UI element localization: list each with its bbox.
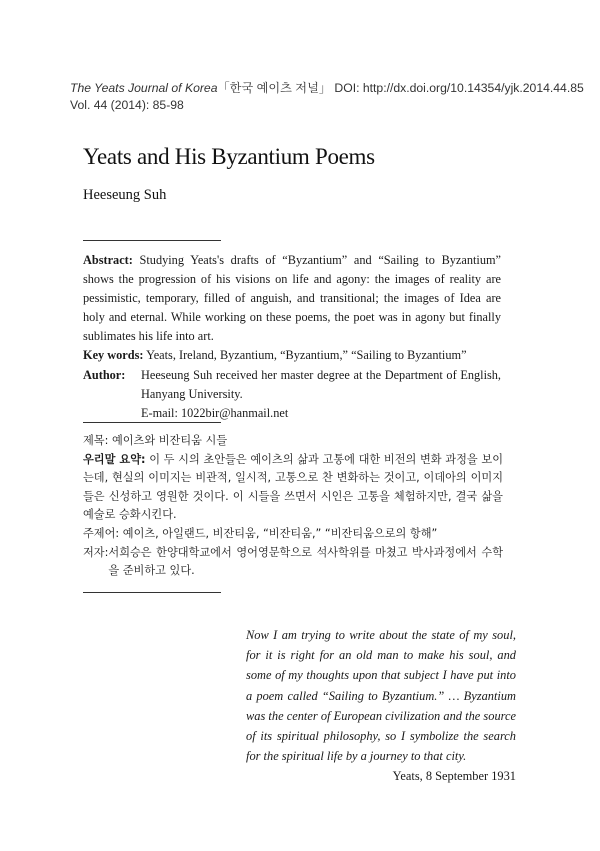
korean-keywords-line [83, 525, 503, 544]
korean-title-line [83, 432, 503, 451]
korean-author-line [83, 544, 503, 581]
volume-info: Vol. 44 (2014): 85-98 [70, 98, 184, 112]
doi-link[interactable]: DOI: http://dx.doi.org/10.14354/yjk.2014.44.85 [331, 81, 584, 95]
divider-bottom [83, 592, 221, 593]
author-info-value [141, 366, 501, 423]
korean-abstract-value: 이 두 시의 초안들은 예이츠의 삶과 고통에 대한 비전의 변화 과정을 보이는데, 현실의 이미지는 비관적, 일시적, 고통으로 찬 변화하는 것이고, 이데아의 이미지들은 신성하고 영원한 것이다. 이 시들을 쓰면서 시인은 고통을 체험하지만, 결국 삶을 예술로 승화시킨다. [83, 452, 503, 522]
journal-header [70, 80, 584, 114]
journal-citation-line [70, 80, 584, 97]
korean-author-value: 서희승은 한양대학교에서 영어영문학으로 석사학위를 마쳤고 박사과정에서 수학을 준비하고 있다. [108, 545, 503, 578]
abstract-text: Studying Yeats's drafts of “Byzantium” and “Sailing to Byzantium” shows the progression of his visions on life and agony: the images of reality are pessimistic, temporary, filled of anguish, and transitional; the images of Idea are holy and eternal. While working on these poems, the poet was in agony but finally sublimates his life into art. [83, 253, 501, 344]
korean-title-value: 예이츠와 비잔티움 시들 [108, 434, 228, 447]
page-title: Yeats and His Byzantium Poems [83, 144, 375, 169]
korean-keywords-value: 예이츠, 아일랜드, 비잔티움, “비잔티움,” “비잔티움으로의 항해” [119, 526, 438, 540]
journal-korean-name: 「한국 예이츠 저널」 [217, 81, 332, 95]
abstract-label: Abstract: [83, 253, 133, 267]
divider-middle [83, 422, 221, 423]
author-info [83, 366, 501, 423]
korean-title-label: 제목: [83, 434, 109, 447]
keywords-paragraph [83, 346, 501, 365]
epigraph-attribution: Yeats, 8 September 1931 [392, 769, 516, 784]
abstract-paragraph [83, 251, 501, 346]
epigraph-quote: Now I am trying to write about the state of my soul, for it is right for an old man to make his soul, and some of my thoughts upon that subject I have put into a poem called “Sailing to Byzantium.” … Byzantium was the center of European civilization and the source of its spiritual philosophy, so I symbolize the search for the spiritual life by a journey to that city. [246, 628, 516, 764]
korean-author-label: 저자: [83, 545, 109, 559]
author-info-label: Author: [83, 367, 126, 382]
korean-section [83, 432, 503, 581]
journal-name: The Yeats Journal of Korea [70, 81, 218, 95]
epigraph [246, 625, 516, 787]
divider-top [83, 240, 221, 241]
korean-abstract [83, 451, 503, 525]
author-info-text: Heeseung Suh received her master degree at the Department of English, Hanyang University. [141, 367, 501, 401]
korean-keywords-label: 주제어: [83, 526, 120, 540]
abstract-section [83, 251, 501, 423]
author-name: Heeseung Suh [83, 187, 167, 203]
keywords-text: Yeats, Ireland, Byzantium, “Byzantium,” “Sailing to Byzantium” [143, 348, 467, 363]
author-email[interactable]: E-mail: 1022bir@hanmail.net [141, 405, 289, 420]
korean-abstract-label: 우리말 요약: [83, 452, 146, 466]
keywords-label: Key words: [83, 348, 144, 363]
